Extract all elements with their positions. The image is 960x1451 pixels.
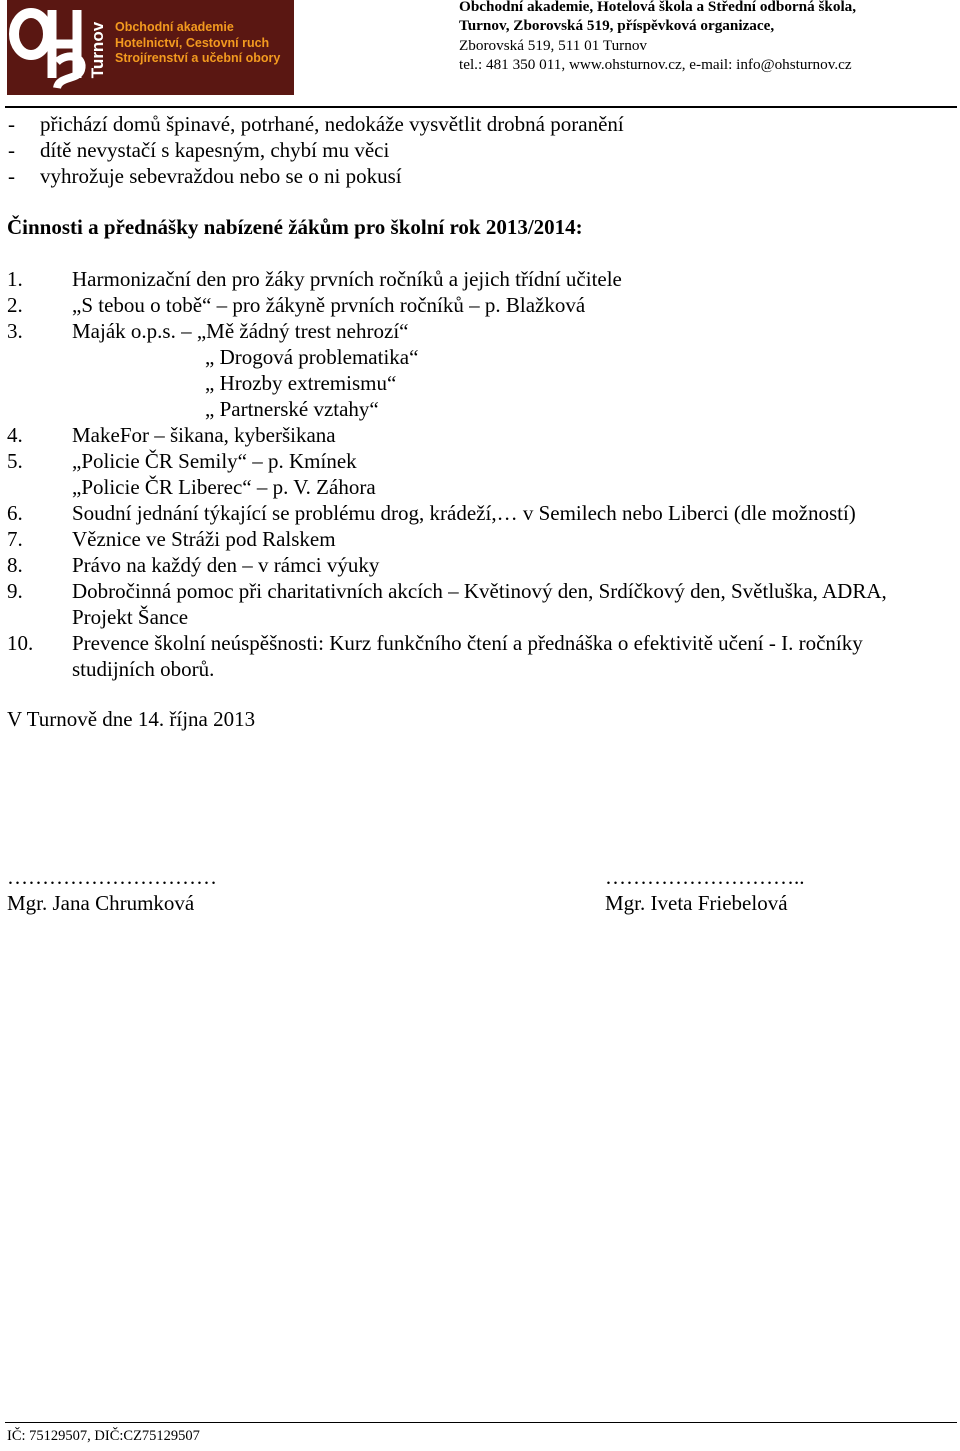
footer-ids: IČ: 75129507, DIČ:CZ75129507: [7, 1428, 200, 1444]
logo-text: [115, 20, 280, 67]
item-text: Právo na každý den – v rámci výuky: [72, 553, 380, 577]
activities-list: [7, 266, 957, 682]
signature-left: [7, 864, 217, 916]
sub-item: „ Hrozby extremismu“: [205, 371, 397, 395]
org-address: Zborovská 519, 511 01 Turnov: [459, 36, 648, 54]
signatory-name: Mgr. Iveta Friebelová: [605, 891, 788, 915]
signature-right: [605, 864, 805, 916]
list-item: [7, 578, 957, 604]
list-item: [7, 266, 957, 292]
section-title: Činnosti a přednášky nabízené žákům pro školní rok 2013/2014:: [7, 215, 583, 239]
list-item: [8, 137, 624, 163]
school-logo: [7, 0, 294, 95]
item-continuation: studijních oborů.: [72, 657, 215, 681]
item-number: 1.: [7, 267, 23, 291]
sub-item: „ Drogová problematika“: [205, 345, 419, 369]
item-number: 6.: [7, 501, 23, 525]
logo-vertical-text: Turnov: [88, 21, 107, 79]
logo-line-3: Strojírenství a učební obory: [115, 51, 281, 65]
list-item-text: dítě nevystačí s kapesným, chybí mu věci: [40, 138, 390, 162]
list-bullet: -: [8, 112, 15, 136]
list-item-text: vyhrožuje sebevraždou nebo se o ni pokusí: [40, 164, 402, 188]
item-number: 10.: [7, 631, 34, 655]
list-item: [7, 552, 957, 578]
item-text: Dobročinná pomoc při charitativních akcích – Květinový den, Srdíčkový den, Světluška, ADRA,: [72, 579, 887, 603]
item-text: Věznice ve Stráži pod Ralskem: [72, 527, 336, 551]
ohs-logo-mark: [7, 0, 115, 95]
list-item: [7, 526, 957, 552]
item-number: 5.: [7, 449, 23, 473]
item-continuation: Projekt Šance: [72, 605, 189, 629]
list-bullet: -: [8, 164, 15, 188]
item-text: Soudní jednání týkající se problému drog, krádeží,… v Semilech nebo Liberci (dle možností): [72, 501, 856, 525]
header-info: [459, 0, 856, 75]
warning-signs-list: [8, 111, 624, 189]
item-text: Prevence školní neúspěšnosti: Kurz funkčního čtení a přednáška o efektivitě učení - I. ročníky: [72, 631, 863, 655]
item-text: MakeFor – šikana, kyberšikana: [72, 423, 336, 447]
org-line-1: Obchodní akademie, Hotelová škola a Střední odborná škola,: [459, 0, 857, 15]
logo-line-1: Obchodní akademie: [115, 20, 234, 34]
list-item: [8, 111, 624, 137]
sub-item: „ Partnerské vztahy“: [205, 397, 379, 421]
item-number: 7.: [7, 527, 23, 551]
item-text: „Policie ČR Semily“ – p. Kmínek: [72, 449, 357, 473]
sub-item: „Policie ČR Liberec“ – p. V. Záhora: [72, 475, 376, 499]
list-item: [7, 500, 957, 526]
item-number: 4.: [7, 423, 23, 447]
logo-line-2: Hotelnictví, Cestovní ruch: [115, 35, 270, 50]
item-number: 3.: [7, 319, 23, 343]
org-contact: tel.: 481 350 011, www.ohsturnov.cz, e-mail: info@ohsturnov.cz: [459, 56, 852, 74]
item-number: 8.: [7, 553, 23, 577]
list-item-text: přichází domů špinavé, potrhané, nedokáže vysvětlit drobná poranění: [40, 112, 624, 136]
item-text: Maják o.p.s. – „Mě žádný trest nehrozí“: [72, 319, 409, 343]
signature-line: ………………………..: [605, 865, 805, 889]
org-line-2: Turnov, Zborovská 519, příspěvková organizace,: [459, 17, 775, 35]
signature-line: …………………………: [7, 865, 217, 889]
list-item: [7, 448, 957, 474]
list-item: [7, 422, 957, 448]
item-number: 9.: [7, 579, 23, 603]
header-divider: [5, 106, 957, 108]
footer-divider: [5, 1422, 957, 1423]
list-item: [8, 163, 624, 189]
item-number: 2.: [7, 293, 23, 317]
list-item: [7, 630, 957, 656]
list-item: [7, 292, 957, 318]
place-and-date: V Turnově dne 14. října 2013: [7, 707, 256, 731]
item-text: „S tebou o tobě“ – pro žákyně prvních ročníků – p. Blažková: [72, 293, 586, 317]
list-item: [7, 318, 957, 344]
item-text: Harmonizační den pro žáky prvních ročníků a jejich třídní učitele: [72, 267, 622, 291]
list-bullet: -: [8, 138, 15, 162]
signatory-name: Mgr. Jana Chrumková: [7, 891, 195, 915]
